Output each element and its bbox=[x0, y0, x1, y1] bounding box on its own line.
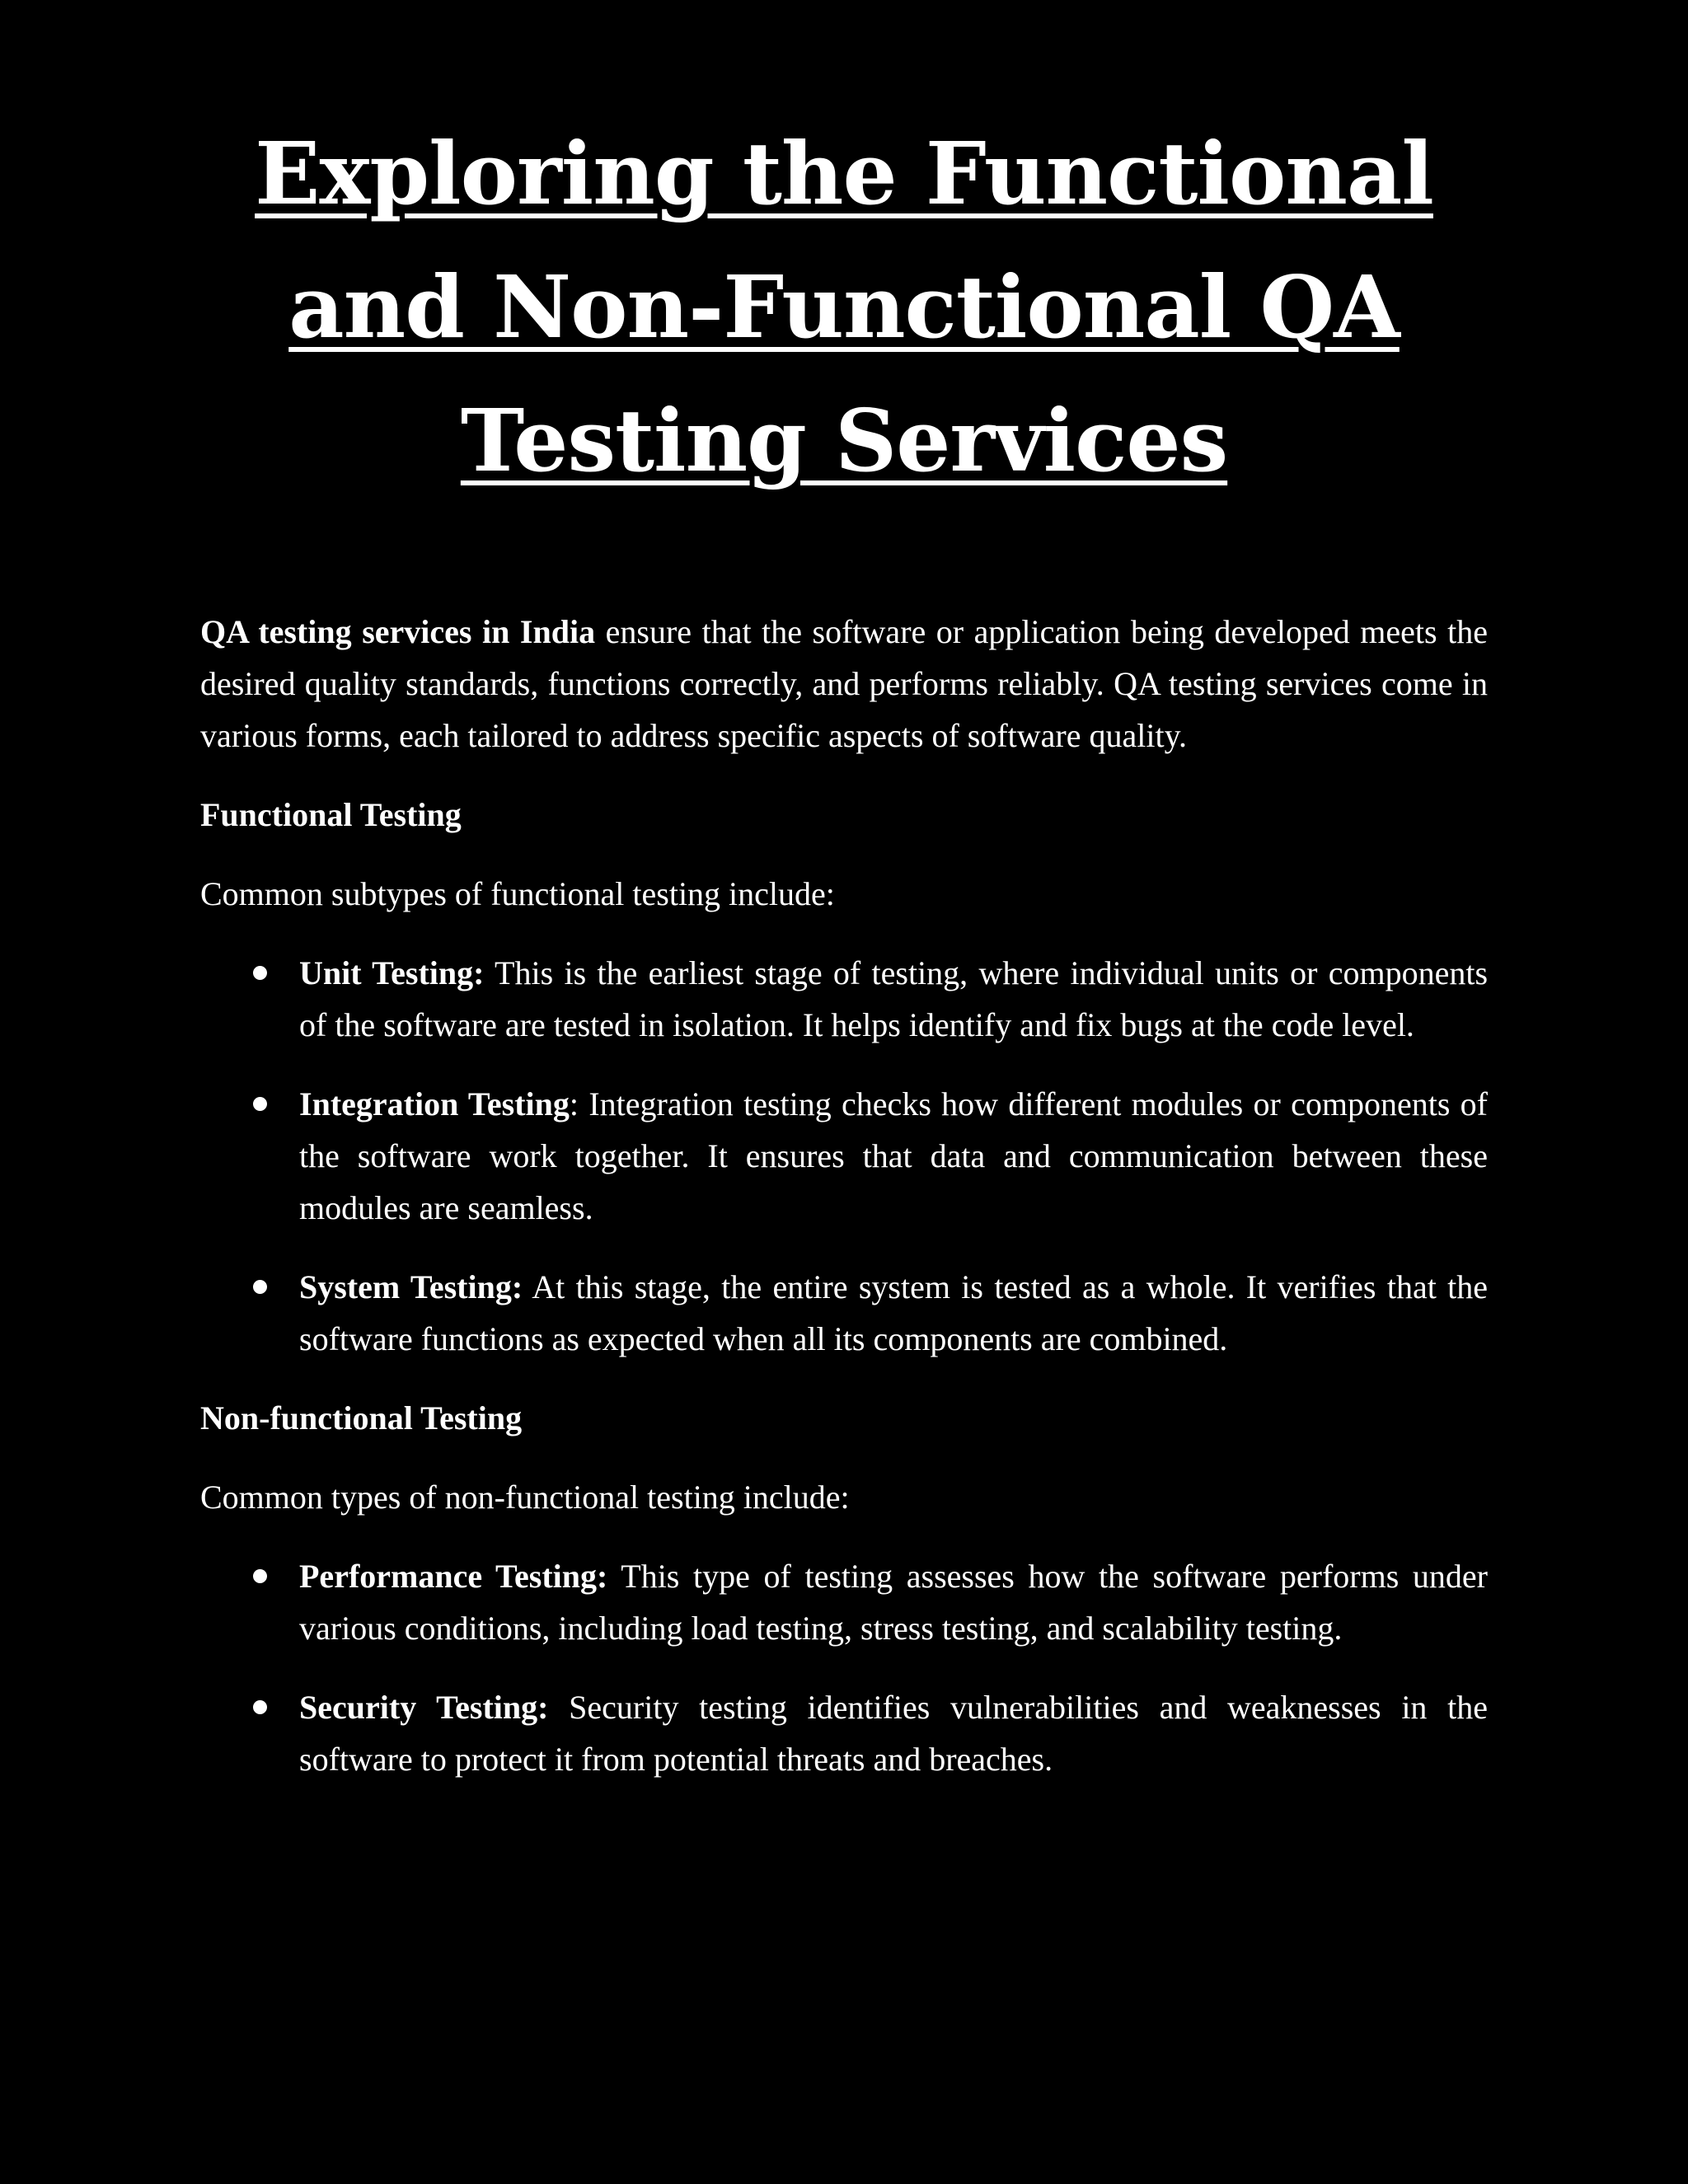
intro-text: ensure that the software or application being developed meets the desired quality standards, functions correctly, and performs reliably. QA testing services come in various forms, each tailored to address specific aspects of software quality. bbox=[200, 613, 1489, 754]
list-item-text: : Integration testing checks how different modules or components of the software work together. It ensures that data and communication between these modules are seamless. bbox=[299, 1085, 1489, 1226]
functional-testing-lead: Common subtypes of functional testing include: bbox=[200, 875, 835, 912]
list-item-text: At this stage, the entire system is tested as a whole. It verifies that the software functions as expected when all its components are combined. bbox=[299, 1268, 1489, 1357]
list-item-term: Integration Testing bbox=[299, 1085, 570, 1122]
list-item-term: System Testing: bbox=[299, 1268, 523, 1305]
nonfunctional-testing-list bbox=[200, 1550, 1488, 1785]
intro-bold-term: QA testing services in India bbox=[200, 613, 596, 650]
bullet-icon bbox=[253, 1280, 267, 1294]
title-line-3: Testing Services bbox=[460, 390, 1228, 491]
list-item-integration-testing bbox=[200, 1078, 1488, 1234]
title-line-2: and Non-Functional QA bbox=[288, 256, 1400, 358]
list-item-text: This is the earliest stage of testing, where individual units or components of the software are tested in isolation. It helps identify and fix bugs at the code level. bbox=[299, 954, 1489, 1043]
list-item-performance-testing bbox=[200, 1550, 1488, 1654]
title-line-1: Exploring the Functional bbox=[255, 123, 1433, 224]
bullet-icon bbox=[253, 966, 267, 980]
list-item-term: Security Testing: bbox=[299, 1689, 549, 1726]
bullet-icon bbox=[253, 1569, 267, 1583]
list-item-term: Performance Testing: bbox=[299, 1558, 608, 1595]
list-item-term: Unit Testing: bbox=[299, 954, 485, 991]
list-item-text: This type of testing assesses how the software performs under various conditions, including load testing, stress testing, and scalability testing. bbox=[299, 1558, 1488, 1647]
list-item-system-testing bbox=[200, 1261, 1488, 1365]
functional-testing-heading: Functional Testing bbox=[200, 796, 462, 833]
nonfunctional-testing-heading: Non-functional Testing bbox=[200, 1399, 523, 1436]
bullet-icon bbox=[253, 1700, 267, 1714]
page-title bbox=[200, 107, 1488, 508]
list-item-text: Security testing identifies vulnerabilities and weaknesses in the software to protect it from potential threats and breaches. bbox=[299, 1689, 1488, 1778]
functional-testing-list bbox=[200, 947, 1488, 1365]
document-body bbox=[200, 606, 1488, 1812]
list-item-security-testing bbox=[200, 1681, 1488, 1785]
list-item-unit-testing bbox=[200, 947, 1488, 1051]
nonfunctional-testing-lead: Common types of non-functional testing include: bbox=[200, 1479, 850, 1516]
bullet-icon bbox=[253, 1097, 267, 1111]
intro-paragraph bbox=[200, 606, 1488, 762]
